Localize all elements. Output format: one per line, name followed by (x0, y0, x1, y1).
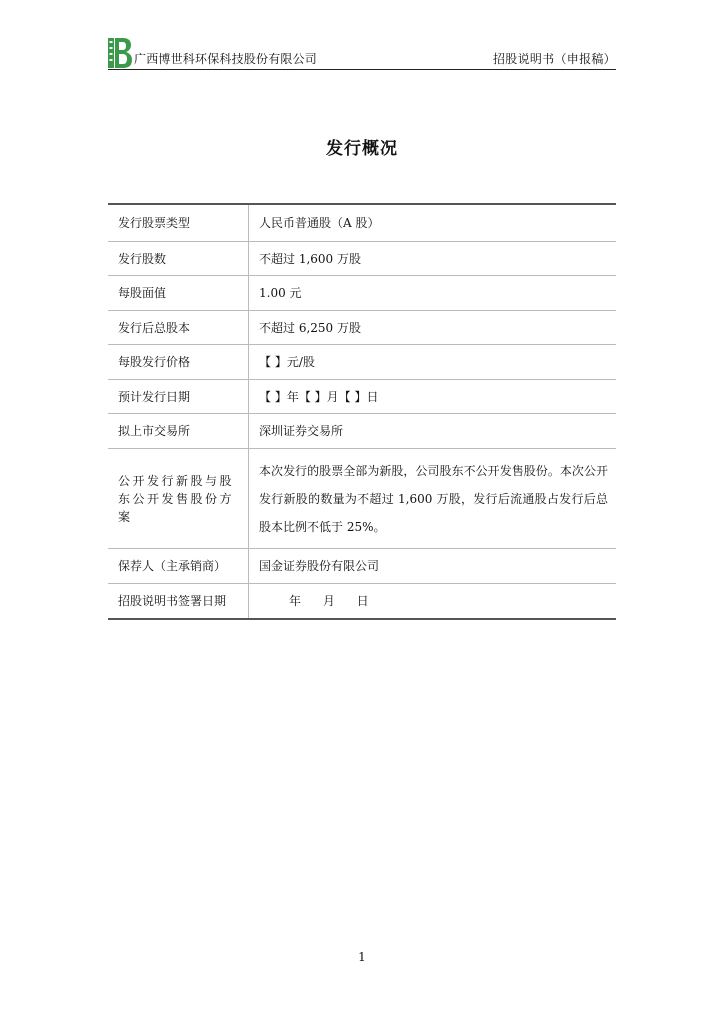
table-row (108, 311, 616, 345)
table-row (108, 584, 616, 618)
row-value: 本次发行的股票全部为新股，公司股东不公开发售股份。本次公开发行新股的数量为不超过 1,600 万股，发行后流通股占发行后总股本比例不低于 25%。 (248, 449, 616, 548)
row-label: 预计发行日期 (118, 389, 191, 404)
page-number: 1 (358, 950, 366, 964)
table-row (108, 345, 616, 380)
bsk-logo-icon (108, 38, 132, 68)
row-value: 【 】年【 】月【 】日 (248, 380, 616, 413)
row-label: 公开发行新股与股东公开发售股份方案 (118, 473, 235, 524)
table-row (108, 242, 616, 276)
row-label: 发行后总股本 (118, 320, 191, 335)
row-label: 招股说明书签署日期 (118, 594, 227, 608)
row-value: 年 月 日 (248, 584, 616, 618)
row-label: 保荐人（主承销商） (118, 559, 227, 573)
header-divider (108, 69, 616, 70)
page-title: 发行概况 (326, 139, 398, 159)
row-value: 国金证券股份有限公司 (248, 549, 616, 583)
row-label: 发行股票类型 (118, 216, 191, 230)
table-row (108, 380, 616, 414)
row-value: 【 】元/股 (248, 345, 616, 379)
table-row (108, 276, 616, 311)
row-value: 深圳证券交易所 (248, 414, 616, 448)
page-header (108, 38, 616, 70)
row-label: 发行股数 (118, 251, 167, 266)
table-row (108, 414, 616, 449)
row-label: 拟上市交易所 (118, 424, 191, 438)
offering-overview-table (108, 203, 616, 620)
table-row (108, 205, 616, 242)
row-value: 不超过 1,600 万股 (248, 242, 616, 275)
row-label: 每股发行价格 (118, 355, 191, 369)
table-row (108, 449, 616, 549)
document-type: 招股说明书（申报稿） (492, 52, 616, 66)
company-name: 广西博世科环保科技股份有限公司 (134, 52, 318, 66)
table-row (108, 549, 616, 584)
row-value: 1.00 元 (248, 276, 616, 310)
row-value: 不超过 6,250 万股 (248, 311, 616, 344)
row-label: 每股面值 (118, 286, 167, 300)
row-value: 人民币普通股（A 股） (248, 205, 616, 241)
